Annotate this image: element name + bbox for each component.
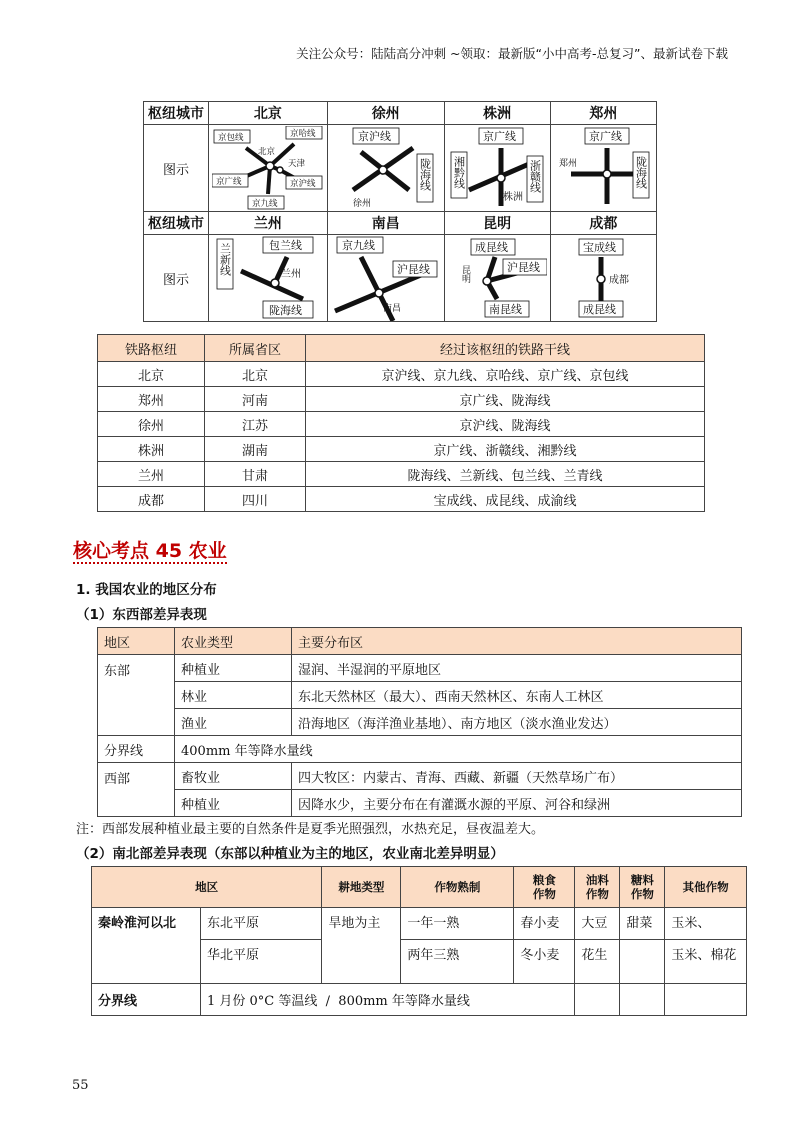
column-header: 作物熟制: [401, 867, 514, 908]
railway-hub-table: [97, 334, 705, 512]
table-row: [98, 437, 705, 462]
line-label: 陇海线: [418, 158, 432, 191]
cell: 徐州: [98, 412, 205, 437]
diagram-beijing: [209, 125, 328, 212]
cell: 陇海线、兰新线、包兰线、兰青线: [306, 462, 705, 487]
cell: 成都: [98, 487, 205, 512]
line-label: 京沪线: [289, 179, 316, 189]
diagram-zhuzhou: [444, 125, 550, 212]
table-row: [98, 790, 742, 817]
cell: 甜菜: [620, 908, 665, 940]
cell: 两年三熟: [401, 940, 514, 984]
cell: [620, 984, 665, 1016]
line-label: 陇海线: [634, 156, 648, 189]
cell: 花生: [575, 940, 620, 984]
column-header: 耕地类型: [322, 867, 401, 908]
line-label: 京哈线: [289, 129, 316, 139]
cell: 北京: [205, 362, 306, 387]
cell: 兰州: [98, 462, 205, 487]
city-label: 昆明: [460, 265, 471, 283]
column-header: 主要分布区: [292, 628, 742, 655]
cell: 郑州: [98, 387, 205, 412]
section-title-text: 核心考点 45 农业: [73, 540, 227, 562]
city-header: 株洲: [444, 102, 550, 125]
cell: 北京: [98, 362, 205, 387]
cell: 玉米、棉花: [665, 940, 747, 984]
cell: 1 月份 0°C 等温线 / 800mm 年等降水量线: [201, 984, 575, 1016]
line-label: 湘黔线: [452, 156, 466, 189]
table-row: [98, 412, 705, 437]
row-label: 枢纽城市: [144, 212, 209, 235]
city-header: 郑州: [550, 102, 656, 125]
cell: 湖南: [205, 437, 306, 462]
cell: 甘肃: [205, 462, 306, 487]
cell: 分界线: [98, 736, 175, 763]
cell: 分界线: [92, 984, 201, 1016]
cell: 大豆: [575, 908, 620, 940]
line-label: 京包线: [217, 133, 244, 143]
column-header: 地区: [98, 628, 175, 655]
subheading: 1. 我国农业的地区分布: [76, 582, 217, 598]
cell: 湿润、半湿润的平原地区: [292, 655, 742, 682]
line-label: 南昆线: [489, 303, 523, 316]
line-label: 京沪线: [357, 130, 391, 143]
column-header: 其他作物: [665, 867, 747, 908]
diagram-xuzhou: [327, 125, 444, 212]
city-label: 成都: [609, 275, 630, 286]
region-cell: 东部: [98, 655, 175, 736]
table-row: [98, 655, 742, 682]
cell: [575, 984, 620, 1016]
table-row: [98, 763, 742, 790]
city-label: 北京: [257, 147, 275, 157]
subheading: （1）东西部差异表现: [76, 607, 207, 623]
diagram-nanchang: [327, 235, 444, 322]
page-header: 关注公众号：陆陆高分冲刺 ~领取：最新版“小中高考-总复习”、最新试卷下载: [296, 46, 728, 61]
note-text: 注：西部发展种植业最主要的自然条件是夏季光照强烈，水热充足，昼夜温差大。: [76, 822, 545, 837]
line-label: 浙赣线: [528, 160, 542, 193]
diagram-chengdu: [550, 235, 656, 322]
column-header: 铁路枢纽: [98, 335, 205, 362]
cell: 株洲: [98, 437, 205, 462]
city-header: 徐州: [327, 102, 444, 125]
cell: 江苏: [205, 412, 306, 437]
table-row: [92, 908, 747, 940]
line-label: 京广线: [215, 177, 242, 187]
cell: 京沪线、陇海线: [306, 412, 705, 437]
cell: 玉米、: [665, 908, 747, 940]
column-header: 农业类型: [175, 628, 292, 655]
city-header: 兰州: [209, 212, 328, 235]
city-label: 株洲: [503, 192, 524, 203]
table-row: [98, 387, 705, 412]
table-row: [92, 984, 747, 1016]
column-header: 所属省区: [205, 335, 306, 362]
line-label: 京九线: [251, 199, 278, 209]
city-label: 郑州: [559, 159, 578, 169]
section-title: [73, 536, 227, 563]
north-south-table: [91, 866, 747, 1016]
line-label: 宝成线: [583, 241, 617, 254]
column-header: 糖料 作物: [620, 867, 665, 908]
cell: 林业: [175, 682, 292, 709]
page-number: 55: [72, 1078, 89, 1093]
cell: 春小麦: [514, 908, 575, 940]
column-header: 油料 作物: [575, 867, 620, 908]
cell: 400mm 年等降水量线: [175, 736, 742, 763]
cell: 畜牧业: [175, 763, 292, 790]
cell: 一年一熟: [401, 908, 514, 940]
cell: 沿海地区（海洋渔业基地）、南方地区（淡水渔业发达）: [292, 709, 742, 736]
cell: 种植业: [175, 790, 292, 817]
cell: 华北平原: [201, 940, 322, 984]
column-header: 经过该枢纽的铁路干线: [306, 335, 705, 362]
east-west-table: [97, 627, 742, 817]
city-label: 徐州: [352, 199, 371, 209]
city-label: 南昌: [382, 304, 401, 314]
cell: 东北平原: [201, 908, 322, 940]
city-header: 昆明: [444, 212, 550, 235]
region-cell: 秦岭淮河以北: [92, 908, 201, 984]
cell: 东北天然林区（最大）、西南天然林区、东南人工林区: [292, 682, 742, 709]
cell: 四大牧区：内蒙古、青海、西藏、新疆（天然草场广布）: [292, 763, 742, 790]
line-label: 沪昆线: [507, 261, 541, 274]
city-header: 成都: [550, 212, 656, 235]
column-header: 粮食 作物: [514, 867, 575, 908]
cell: 京广线、浙赣线、湘黔线: [306, 437, 705, 462]
city-header: 南昌: [327, 212, 444, 235]
line-label: 京广线: [483, 130, 517, 143]
cell: [665, 984, 747, 1016]
table-row: [98, 362, 705, 387]
subheading: （2）南北部差异表现（东部以种植业为主的地区，农业南北差异明显）: [76, 846, 504, 862]
table-row: [98, 487, 705, 512]
row-label: 枢纽城市: [144, 102, 209, 125]
diagram-label: 图示: [144, 125, 209, 212]
line-label: 京九线: [341, 239, 375, 252]
column-header: 地区: [92, 867, 322, 908]
city-label: 兰州: [280, 269, 301, 280]
cell: [620, 940, 665, 984]
diagram-lanzhou: [209, 235, 328, 322]
cell: 宝成线、成昆线、成渝线: [306, 487, 705, 512]
cell: 四川: [205, 487, 306, 512]
cell: 京沪线、京九线、京哈线、京广线、京包线: [306, 362, 705, 387]
line-label: 陇海线: [268, 304, 302, 317]
line-label: 成昆线: [475, 241, 509, 254]
table-row: [98, 736, 742, 763]
hub-diagram-table: [143, 101, 657, 322]
line-label: 京广线: [589, 130, 623, 143]
table-row: [98, 682, 742, 709]
line-label: 兰新线: [218, 243, 232, 276]
line-label: 成昆线: [583, 303, 617, 316]
city-label: 天津: [287, 159, 305, 169]
cell: 种植业: [175, 655, 292, 682]
line-label: 沪昆线: [396, 263, 430, 276]
line-label: 包兰线: [268, 239, 302, 252]
cell: 旱地为主: [322, 908, 401, 984]
table-row: [98, 462, 705, 487]
diagram-zhengzhou: [550, 125, 656, 212]
diagram-kunming: [444, 235, 550, 322]
region-cell: 西部: [98, 763, 175, 817]
city-header: 北京: [209, 102, 328, 125]
cell: 冬小麦: [514, 940, 575, 984]
cell: 京广线、陇海线: [306, 387, 705, 412]
table-row: [98, 709, 742, 736]
cell: 河南: [205, 387, 306, 412]
diagram-label: 图示: [144, 235, 209, 322]
cell: 因降水少，主要分布在有灌溉水源的平原、河谷和绿洲: [292, 790, 742, 817]
cell: 渔业: [175, 709, 292, 736]
